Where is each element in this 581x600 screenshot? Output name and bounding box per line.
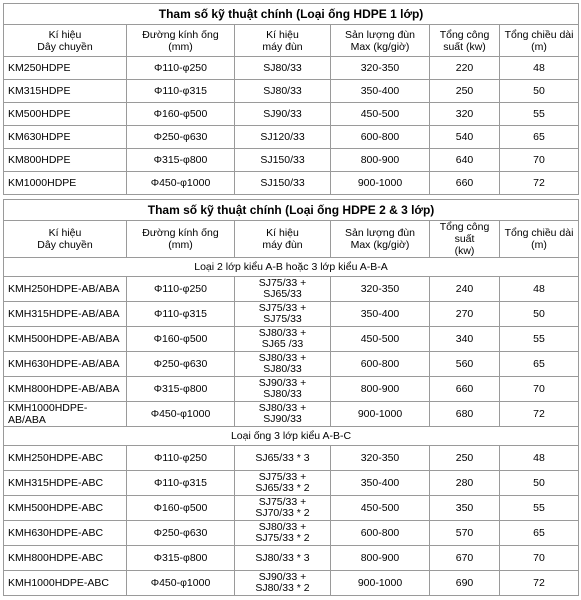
cell-line: Đường kính ống: [142, 28, 219, 41]
table-cell: SJ120/33: [235, 126, 331, 149]
header-row: [4, 25, 579, 57]
table-cell: 250: [430, 446, 500, 471]
table-row: [4, 103, 579, 126]
table-cell: KM315HDPE: [4, 80, 127, 103]
table-cell: Φ450-φ1000: [127, 402, 235, 427]
column-header: [235, 25, 331, 57]
section-label: Loại 2 lớp kiểu A-B hoặc 3 lớp kiểu A-B-A: [4, 258, 579, 277]
table-cell: 900-1000: [331, 172, 430, 195]
table-cell: SJ90/33: [235, 103, 331, 126]
table-cell: KMH500HDPE-AB/ABA: [4, 327, 127, 352]
table-row: [4, 352, 579, 377]
table-row: [4, 546, 579, 571]
table-cell: SJ150/33: [235, 149, 331, 172]
table-cell: [235, 352, 331, 377]
table-title: Tham số kỹ thuật chính (Loại ống HDPE 1 lớp): [4, 4, 579, 25]
table-cell: 50: [500, 471, 579, 496]
cell-line: SJ65/33: [263, 288, 302, 300]
table-cell: SJ80/33 * 3: [235, 546, 331, 571]
cell-line: Max (kg/giờ): [350, 40, 410, 53]
table-cell: 690: [430, 571, 500, 596]
table-row: [4, 402, 579, 427]
table-row: [4, 496, 579, 521]
cell-line: SJ90/33 +: [258, 571, 307, 583]
table-cell: 270: [430, 302, 500, 327]
cell-line: máy đùn: [262, 40, 303, 53]
table-cell: SJ80/33: [235, 80, 331, 103]
table-cell: Φ110-φ250: [127, 57, 235, 80]
table-cell: KMH315HDPE-ABC: [4, 471, 127, 496]
table-cell: Φ315-φ800: [127, 149, 235, 172]
table-cell: Φ450-φ1000: [127, 172, 235, 195]
column-header: [127, 221, 235, 258]
cell-line: SJ80/33 * 2: [255, 582, 310, 594]
table-row: [4, 277, 579, 302]
table-cell: 900-1000: [331, 571, 430, 596]
cell-line: (mm): [168, 40, 193, 53]
table-cell: 48: [500, 57, 579, 80]
table-cell: [235, 402, 331, 427]
cell-line: SJ75/33 * 2: [255, 532, 310, 544]
table-row: [4, 80, 579, 103]
table-cell: 280: [430, 471, 500, 496]
section-row: [4, 427, 579, 446]
table-cell: KMH800HDPE-AB/ABA: [4, 377, 127, 402]
table-cell: 800-900: [331, 546, 430, 571]
table-cell: Φ110-φ315: [127, 471, 235, 496]
cell-line: SJ65 /33: [261, 338, 304, 350]
cell-line: SJ80/33 +: [258, 327, 307, 339]
cell-line: Sản lượng đùn: [345, 28, 415, 41]
column-header: [331, 25, 430, 57]
table-cell: 320-350: [331, 277, 430, 302]
table-cell: Φ160-φ500: [127, 327, 235, 352]
table-cell: KMH1000HDPE-ABC: [4, 571, 127, 596]
table-cell: Φ250-φ630: [127, 352, 235, 377]
table-cell: 800-900: [331, 377, 430, 402]
table-cell: 340: [430, 327, 500, 352]
table-cell: KMH500HDPE-ABC: [4, 496, 127, 521]
table-cell: 670: [430, 546, 500, 571]
table-cell: KMH250HDPE-AB/ABA: [4, 277, 127, 302]
section-row: [4, 258, 579, 277]
table-cell: KMH630HDPE-ABC: [4, 521, 127, 546]
table-cell: KMH315HDPE-AB/ABA: [4, 302, 127, 327]
table-cell: Φ250-φ630: [127, 521, 235, 546]
table-row: [4, 126, 579, 149]
cell-line: SJ90/33: [263, 413, 302, 425]
table-cell: KMH250HDPE-ABC: [4, 446, 127, 471]
table-cell: 72: [500, 172, 579, 195]
cell-line: Tổng công: [439, 28, 490, 41]
cell-line: Đường kính ống: [142, 227, 219, 239]
column-header: [430, 25, 500, 57]
table-row: [4, 377, 579, 402]
column-header: [500, 221, 579, 258]
table-cell: 800-900: [331, 149, 430, 172]
table-cell: KM1000HDPE: [4, 172, 127, 195]
table-cell: 350-400: [331, 471, 430, 496]
table-cell: 240: [430, 277, 500, 302]
cell-line: SJ75/33: [263, 313, 302, 325]
cell-line: SJ80/33 +: [258, 521, 307, 533]
table-cell: 220: [430, 57, 500, 80]
cell-line: Kí hiệu: [48, 227, 82, 239]
cell-line: máy đùn: [262, 239, 303, 251]
table-cell: 72: [500, 402, 579, 427]
table-cell: KMH800HDPE-ABC: [4, 546, 127, 571]
table-cell: [235, 377, 331, 402]
table-cell: Φ110-φ250: [127, 277, 235, 302]
table-cell: 450-500: [331, 327, 430, 352]
table-cell: 55: [500, 327, 579, 352]
header-row: [4, 221, 579, 258]
cell-line: SJ80/33: [263, 363, 302, 375]
table-cell: 640: [430, 149, 500, 172]
column-header: [127, 25, 235, 57]
table-cell: [235, 302, 331, 327]
table-cell: 55: [500, 103, 579, 126]
table-cell: [235, 521, 331, 546]
table-cell: KM800HDPE: [4, 149, 127, 172]
table-cell: 65: [500, 126, 579, 149]
table-title: Tham số kỹ thuật chính (Loại ống HDPE 2 & 3 lớp): [4, 200, 579, 221]
cell-line: SJ80/33 +: [258, 402, 307, 414]
table-cell: 48: [500, 446, 579, 471]
table-cell: [235, 496, 331, 521]
table-cell: Φ160-φ500: [127, 103, 235, 126]
cell-line: SJ75/33 +: [258, 471, 307, 483]
table-cell: 450-500: [331, 103, 430, 126]
table-cell: 320-350: [331, 446, 430, 471]
table-cell: KM500HDPE: [4, 103, 127, 126]
cell-line: Tổng chiều dài: [504, 227, 574, 239]
cell-line: SJ80/33: [263, 388, 302, 400]
table-row: [4, 571, 579, 596]
column-header: [4, 25, 127, 57]
table-cell: Φ315-φ800: [127, 546, 235, 571]
table-row: [4, 471, 579, 496]
table-row: [4, 172, 579, 195]
table-cell: 320-350: [331, 57, 430, 80]
table-cell: 570: [430, 521, 500, 546]
cell-line: Dây chuyền: [37, 40, 93, 53]
column-header: [235, 221, 331, 258]
table-row: [4, 446, 579, 471]
table-cell: 65: [500, 521, 579, 546]
table-cell: SJ150/33: [235, 172, 331, 195]
table-cell: 48: [500, 277, 579, 302]
table-cell: Φ110-φ250: [127, 446, 235, 471]
title-row: [4, 4, 579, 25]
cell-line: suất (kw): [443, 40, 486, 53]
cell-line: Kí hiệu: [266, 227, 299, 239]
cell-line: (m): [531, 239, 547, 251]
table-cell: Φ250-φ630: [127, 126, 235, 149]
table-cell: 660: [430, 172, 500, 195]
table-cell: 600-800: [331, 521, 430, 546]
table-cell: Φ450-φ1000: [127, 571, 235, 596]
table-cell: 660: [430, 377, 500, 402]
cell-line: Max (kg/giờ): [350, 239, 410, 251]
cell-line: (kw): [454, 245, 475, 257]
table-cell: 50: [500, 302, 579, 327]
cell-line: Kí hiệu: [48, 28, 82, 41]
cell-line: SJ75/33 +: [258, 277, 307, 289]
table-cell: 900-1000: [331, 402, 430, 427]
column-header: [500, 25, 579, 57]
table-cell: Φ110-φ315: [127, 80, 235, 103]
table-cell: 50: [500, 80, 579, 103]
table-cell: 65: [500, 352, 579, 377]
cell-line: SJ75/33 +: [258, 302, 307, 314]
table-cell: 350: [430, 496, 500, 521]
table-cell: 600-800: [331, 352, 430, 377]
table-cell: SJ65/33 * 3: [235, 446, 331, 471]
table-cell: KM250HDPE: [4, 57, 127, 80]
table-cell: 350-400: [331, 302, 430, 327]
cell-line: Tổng chiều dài: [504, 28, 574, 41]
cell-line: SJ75/33 +: [258, 496, 307, 508]
table-cell: 350-400: [331, 80, 430, 103]
table-row: [4, 149, 579, 172]
cell-line: Sản lượng đùn: [345, 227, 415, 239]
cell-line: SJ70/33 * 2: [255, 507, 310, 519]
cell-line: Dây chuyền: [37, 239, 93, 251]
table-cell: 680: [430, 402, 500, 427]
cell-line: Kí hiệu: [266, 28, 299, 41]
column-header: [331, 221, 430, 258]
table-cell: [235, 471, 331, 496]
cell-line: SJ80/33 +: [258, 352, 307, 364]
table-cell: 70: [500, 546, 579, 571]
column-header: [4, 221, 127, 258]
table-cell: 70: [500, 377, 579, 402]
title-row: [4, 200, 579, 221]
table-cell: 320: [430, 103, 500, 126]
table-cell: 55: [500, 496, 579, 521]
table-single-layer: [3, 3, 579, 195]
column-header: [430, 221, 500, 258]
table-cell: Φ315-φ800: [127, 377, 235, 402]
table-cell: [235, 571, 331, 596]
cell-line: SJ90/33 +: [258, 377, 307, 389]
cell-line: Tổng công suất: [439, 221, 490, 245]
section-label: Loại ống 3 lớp kiểu A-B-C: [4, 427, 579, 446]
table-cell: 560: [430, 352, 500, 377]
table-cell: KM630HDPE: [4, 126, 127, 149]
table-cell: 600-800: [331, 126, 430, 149]
table-cell: 72: [500, 571, 579, 596]
table-cell: KMH1000HDPE-AB/ABA: [4, 402, 127, 427]
cell-line: SJ65/33 * 2: [255, 482, 310, 494]
table-multi-layer: [3, 199, 579, 596]
table-row: [4, 302, 579, 327]
cell-line: (m): [531, 40, 547, 53]
table-cell: 70: [500, 149, 579, 172]
table-row: [4, 327, 579, 352]
table-cell: KMH630HDPE-AB/ABA: [4, 352, 127, 377]
table-cell: 540: [430, 126, 500, 149]
table-row: [4, 57, 579, 80]
table-cell: Φ110-φ315: [127, 302, 235, 327]
table-cell: [235, 277, 331, 302]
table-cell: SJ80/33: [235, 57, 331, 80]
table-cell: [235, 327, 331, 352]
table-cell: Φ160-φ500: [127, 496, 235, 521]
table-row: [4, 521, 579, 546]
cell-line: (mm): [168, 239, 193, 251]
table-cell: 250: [430, 80, 500, 103]
table-cell: 450-500: [331, 496, 430, 521]
